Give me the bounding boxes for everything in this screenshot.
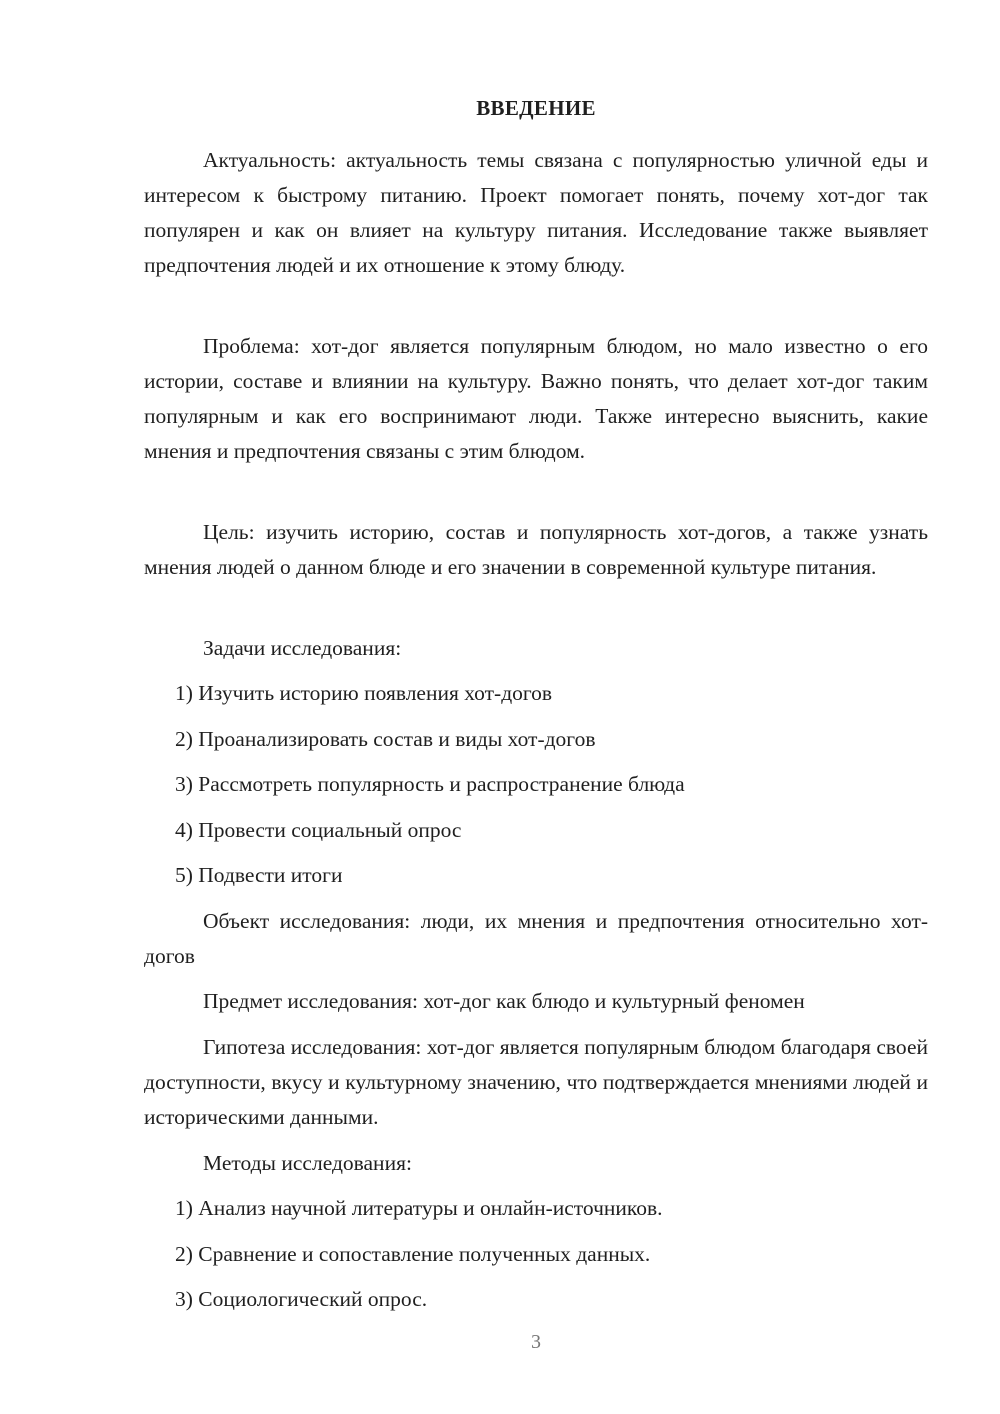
task-item: 1) Изучить историю появления хот-догов [175,681,553,705]
task-item: 5) Подвести итоги [175,863,343,887]
object-paragraph: Объект исследования: люди, их мнения и предпочтения относительно хот-догов [144,909,928,968]
method-item: 3) Социологический опрос. [175,1287,428,1311]
page-number: 3 [531,1331,541,1353]
tasks-title: Задачи исследования: [203,636,402,660]
relevance-paragraph: Актуальность: актуальность темы связана с популярностью уличной еды и интересом к быстрому питанию. Проект помогает понять, почему хот-дог так популярен и как он влияет на культуру питания. Исследование также выявляет предпочтения людей и их отношение к этому блюду. [144,148,928,277]
hypothesis-paragraph: Гипотеза исследования: хот-дог является популярным блюдом благодаря своей доступности, вкусу и культурному значению, что подтверждается мнениями людей и историческими данными. [144,1035,928,1129]
methods-title: Методы исследования: [203,1151,412,1175]
method-item: 1) Анализ научной литературы и онлайн-источников. [175,1196,663,1220]
task-item: 2) Проанализировать состав и виды хот-догов [175,727,596,751]
task-item: 4) Провести социальный опрос [175,818,462,842]
method-item: 2) Сравнение и сопоставление полученных данных. [175,1242,651,1266]
section-heading: ВВЕДЕНИЕ [476,96,596,120]
subject-paragraph: Предмет исследования: хот-дог как блюдо и культурный феномен [203,989,805,1013]
problem-paragraph: Проблема: хот-дог является популярным блюдом, но мало известно о его истории, составе и влиянии на культуру. Важно понять, что делает хот-дог таким популярным и как его воспринимают люди. Также интересно выяснить, какие мнения и предпочтения связаны с этим блюдом. [144,334,928,463]
task-item: 3) Рассмотреть популярность и распространение блюда [175,772,685,796]
goal-paragraph: Цель: изучить историю, состав и популярность хот-догов, а также узнать мнения людей о данном блюде и его значении в современной культуре питания. [144,520,928,579]
